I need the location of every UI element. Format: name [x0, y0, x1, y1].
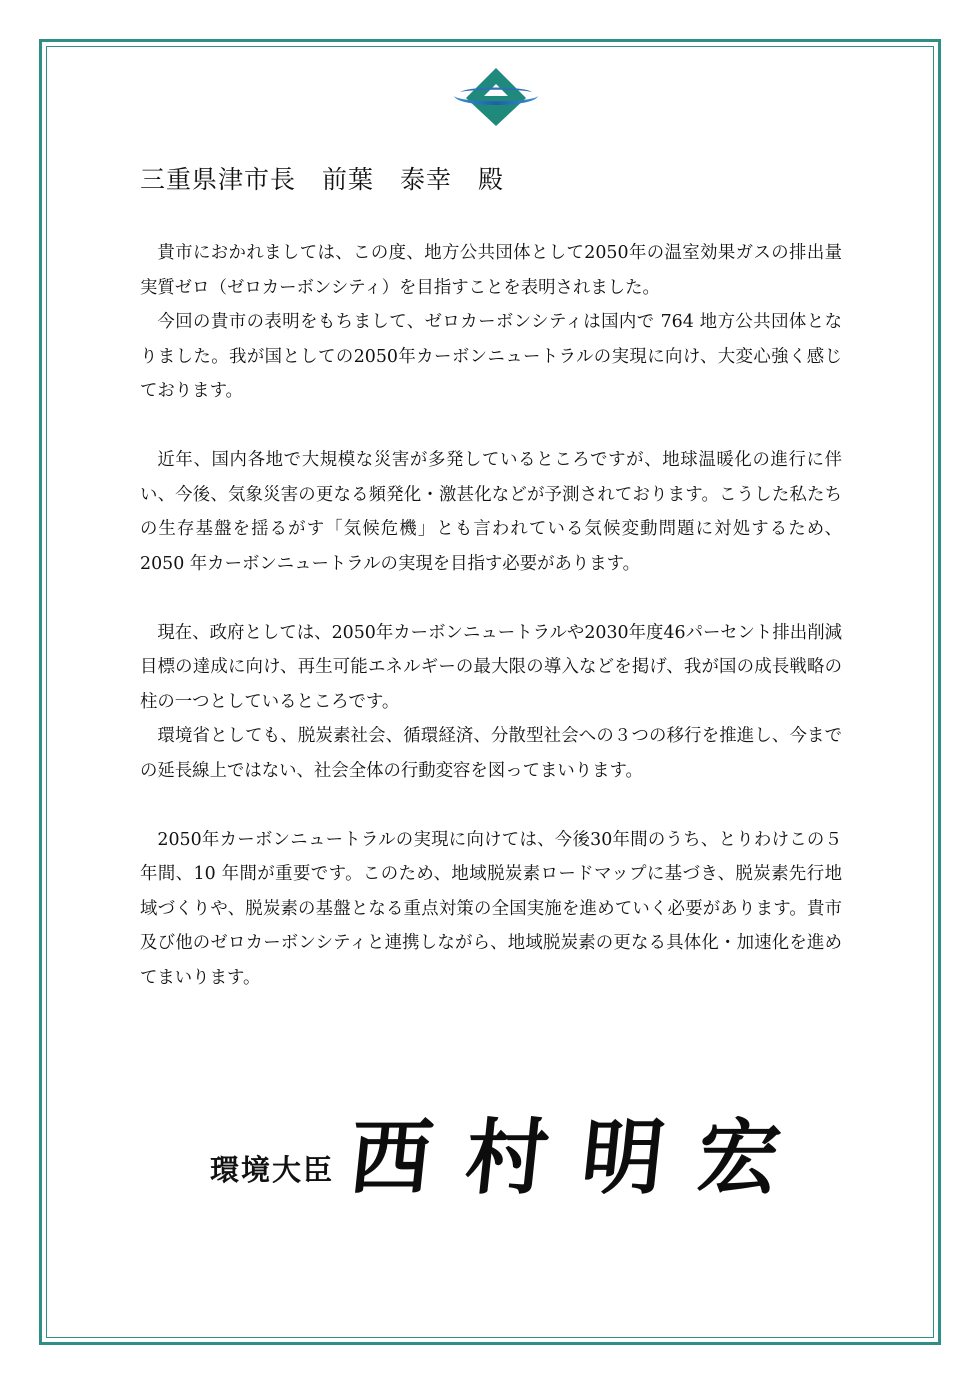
paragraph-announcement: 貴市におかれましては、この度、地方公共団体として2050年の温室効果ガスの排出量実質ゼロ（ゼロカーボンシティ）を目指すことを表明されました。 — [140, 243, 842, 298]
ministry-emblem-icon — [450, 66, 542, 128]
handwritten-signature: 西村明宏 — [344, 1110, 820, 1206]
letter-body — [140, 236, 842, 995]
paragraph-count: 今回の貴市の表明をもちまして、ゼロカーボンシティは国内で 764 地方公共団体となりました。我が国としての2050年カーボンニュートラルの実現に向け、大変心強く感じております。 — [140, 312, 842, 401]
minister-title: 環境大臣 — [210, 1153, 335, 1187]
addressee-line: 三重県津市長 前葉 泰幸 殿 — [140, 165, 505, 194]
paragraph-government-policy: 現在、政府としては、2050年カーボンニュートラルや2030年度46パーセント排出削減目標の達成に向け、再生可能エネルギーの最大限の導入などを掲げ、我が国の成長戦略の柱の一つとしているところです。 — [140, 622, 842, 712]
paragraph-roadmap: 2050年カーボンニュートラルの実現に向けては、今後30年間のうち、とりわけこの５年間、10 年間が重要です。このため、地域脱炭素ロードマップに基づき、脱炭素先行地域づくりや、脱炭素の基盤となる重点対策の全国実施を進めていく必要があります。貴市及び他のゼロカーボンシティと連携しながら、地域脱炭素の更なる具体化・加速化を進めてまいります。 — [140, 829, 842, 988]
paragraph-climate-crisis: 近年、国内各地で大規模な災害が多発しているところですが、地球温暖化の進行に伴い、今後、気象災害の更なる頻発化・激甚化などが予測されております。こうした私たちの生存基盤を揺るがす「気候危機」とも言われている気候変動問題に対処するため、2050 年カーボンニュートラルの実現を目指す必要があります。 — [140, 450, 842, 574]
signature-block — [200, 1100, 860, 1230]
paragraph-ministry-transition: 環境省としても、脱炭素社会、循環経済、分散型社会への３つの移行を推進し、今までの延長線上ではない、社会全体の行動変容を図ってまいります。 — [140, 726, 842, 781]
